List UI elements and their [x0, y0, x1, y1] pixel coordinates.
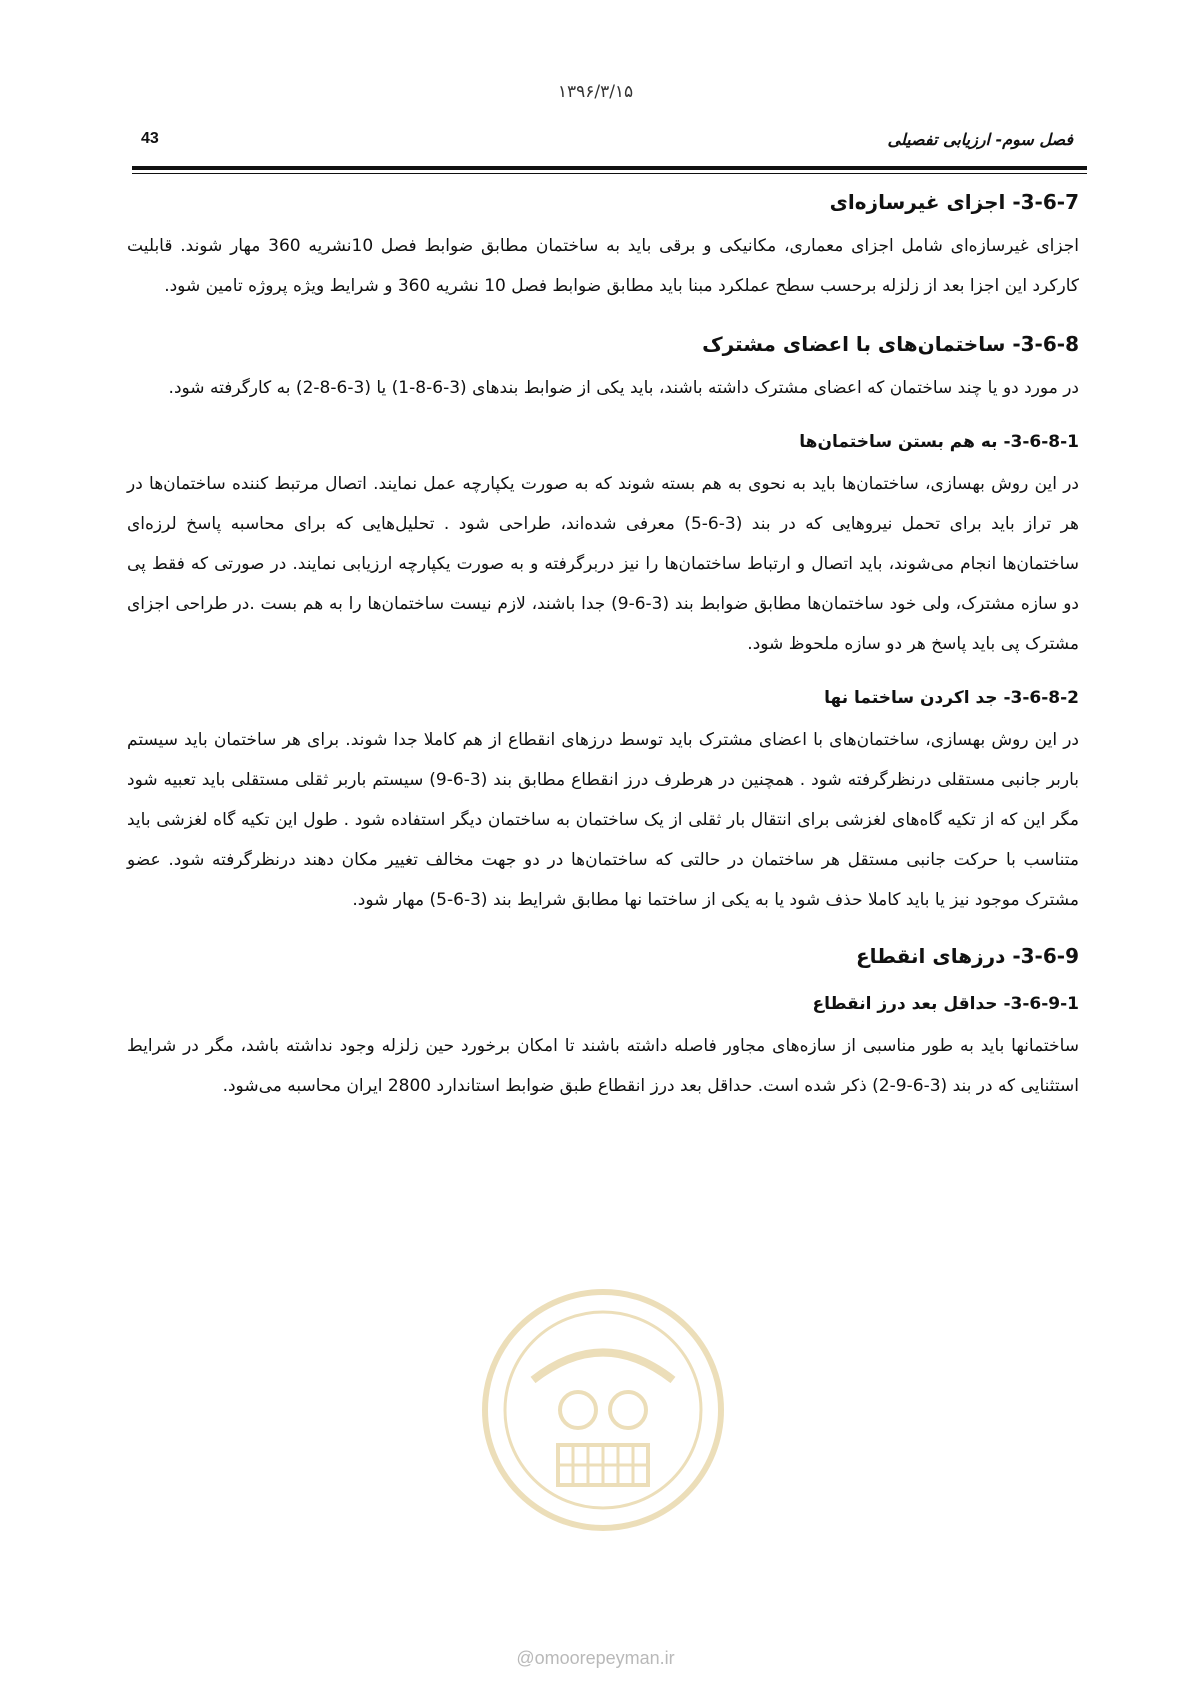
document-body: [127, 180, 1079, 1106]
header-rule-thick: [132, 166, 1087, 170]
section-paragraph-3-6-9-1: ساختمانها باید به طور مناسبی از سازه‌های مجاور فاصله داشته باشند تا امکان برخورد حین زلزله وجود نداشته باشد، مگر در شرایط استثنایی که در بند (3-6-9-2) ذکر شده است. حداقل بعد درز انقطاع طبق ضوابط استاندارد 2800 ایران محاسبه می‌شود.: [127, 1036, 1079, 1096]
print-date: ۱۳۹۶/۳/۱۵: [557, 82, 634, 102]
section-paragraph-3-6-7: اجزای غیرسازه‌ای شامل اجزای معماری، مکانیکی و برقی باید به ساختمان مطابق ضوابط فصل 10نشریه 360 مهار شوند. قابلیت کارکرد این اجزا بعد از زلزله برحسب سطح عملکرد مبنا باید مطابق ضوابط فصل 10 نشریه 360 و شرایط ویژه پروژه تامین شود.: [127, 236, 1079, 296]
section-paragraph-3-6-8-2: در این روش بهسازی، ساختمان‌های با اعضای مشترک باید توسط درزهای انقطاع از هم کاملا جدا شوند. برای هر ساختمان باید سیستم باربر جانبی مستقلی درنظرگرفته شود . همچنین در هرطرف درز انقطاع مطابق بند (3-6-9) سیستم باربر ثقلی مستقلی باید تعبیه شود مگر این که از تکیه گاه‌های لغزشی برای انتقال بار ثقلی از یک ساختمان به ساختمان دیگر استفاده شود . طول این تکیه گاه لغزشی باید متناسب با حرکت جانبی مستقل هر ساختمان در حالتی که ساختمان‌ها در دو جهت مخالف تغییر مکان دهند درنظرگرفته شود. عضو مشترک موجود نیز یا باید کاملا حذف شود یا به یکی از ساختما نها مطابق شرایط بند (3-6-5) مهار شود.: [127, 730, 1079, 910]
section-heading-3-6-9-1: 3-6-9-1- حداقل بعد درز انقطاع: [812, 994, 1079, 1014]
section-paragraph-3-6-8-1: در این روش بهسازی، ساختمان‌ها باید به نحوی به هم بسته شوند که به صورت یکپارچه عمل نمایند. اتصال مرتبط کننده ساختمان‌ها در هر تراز باید برای تحمل نیروهایی که در بند (3-6-5) معرفی شده‌اند، طراحی شود . تحلیل‌هایی که برای محاسبه پاسخ لرزه‌ای ساختمان‌ها انجام می‌شوند، باید اتصال و ارتباط ساختمان‌ها را نیز دربرگرفته و به صورت یکپارچه ارزیابی نمایند. در صورتی که فقط پی دو سازه مشترک، ولی خود ساختمان‌ها مطابق ضوابط بند (3-6-9) جدا باشند، لازم نیست ساختمان‌ها را به هم بست .در طراحی اجزای مشترک پی باید پاسخ هر دو سازه ملحوظ شود.: [127, 474, 1079, 654]
section-paragraph-3-6-8: در مورد دو یا چند ساختمان که اعضای مشترک داشته باشند، باید یکی از ضوابط بندهای (3-6-8-1) یا (3-6-8-2) به کارگرفته شود.: [168, 378, 1079, 398]
section-heading-3-6-7: 3-6-7- اجزای غیرسازه‌ای: [829, 190, 1079, 214]
chapter-title: فصل سوم- ارزیابی تفصیلی: [887, 130, 1073, 149]
section-heading-3-6-9: 3-6-9- درزهای انقطاع: [856, 944, 1079, 968]
page-number: 43: [141, 130, 159, 147]
section-heading-3-6-8-1: 3-6-8-1- به هم بستن ساختمان‌ها: [799, 432, 1079, 452]
header-rule-thin: [132, 173, 1087, 174]
watermark-site: @omoorepeyman.ir: [516, 1648, 675, 1668]
watermark-seal-icon: [478, 1285, 728, 1535]
section-heading-3-6-8-2: 3-6-8-2- جد اکردن ساختما نها: [824, 688, 1079, 708]
section-heading-3-6-8: 3-6-8- ساختمان‌های با اعضای مشترک: [702, 332, 1079, 356]
